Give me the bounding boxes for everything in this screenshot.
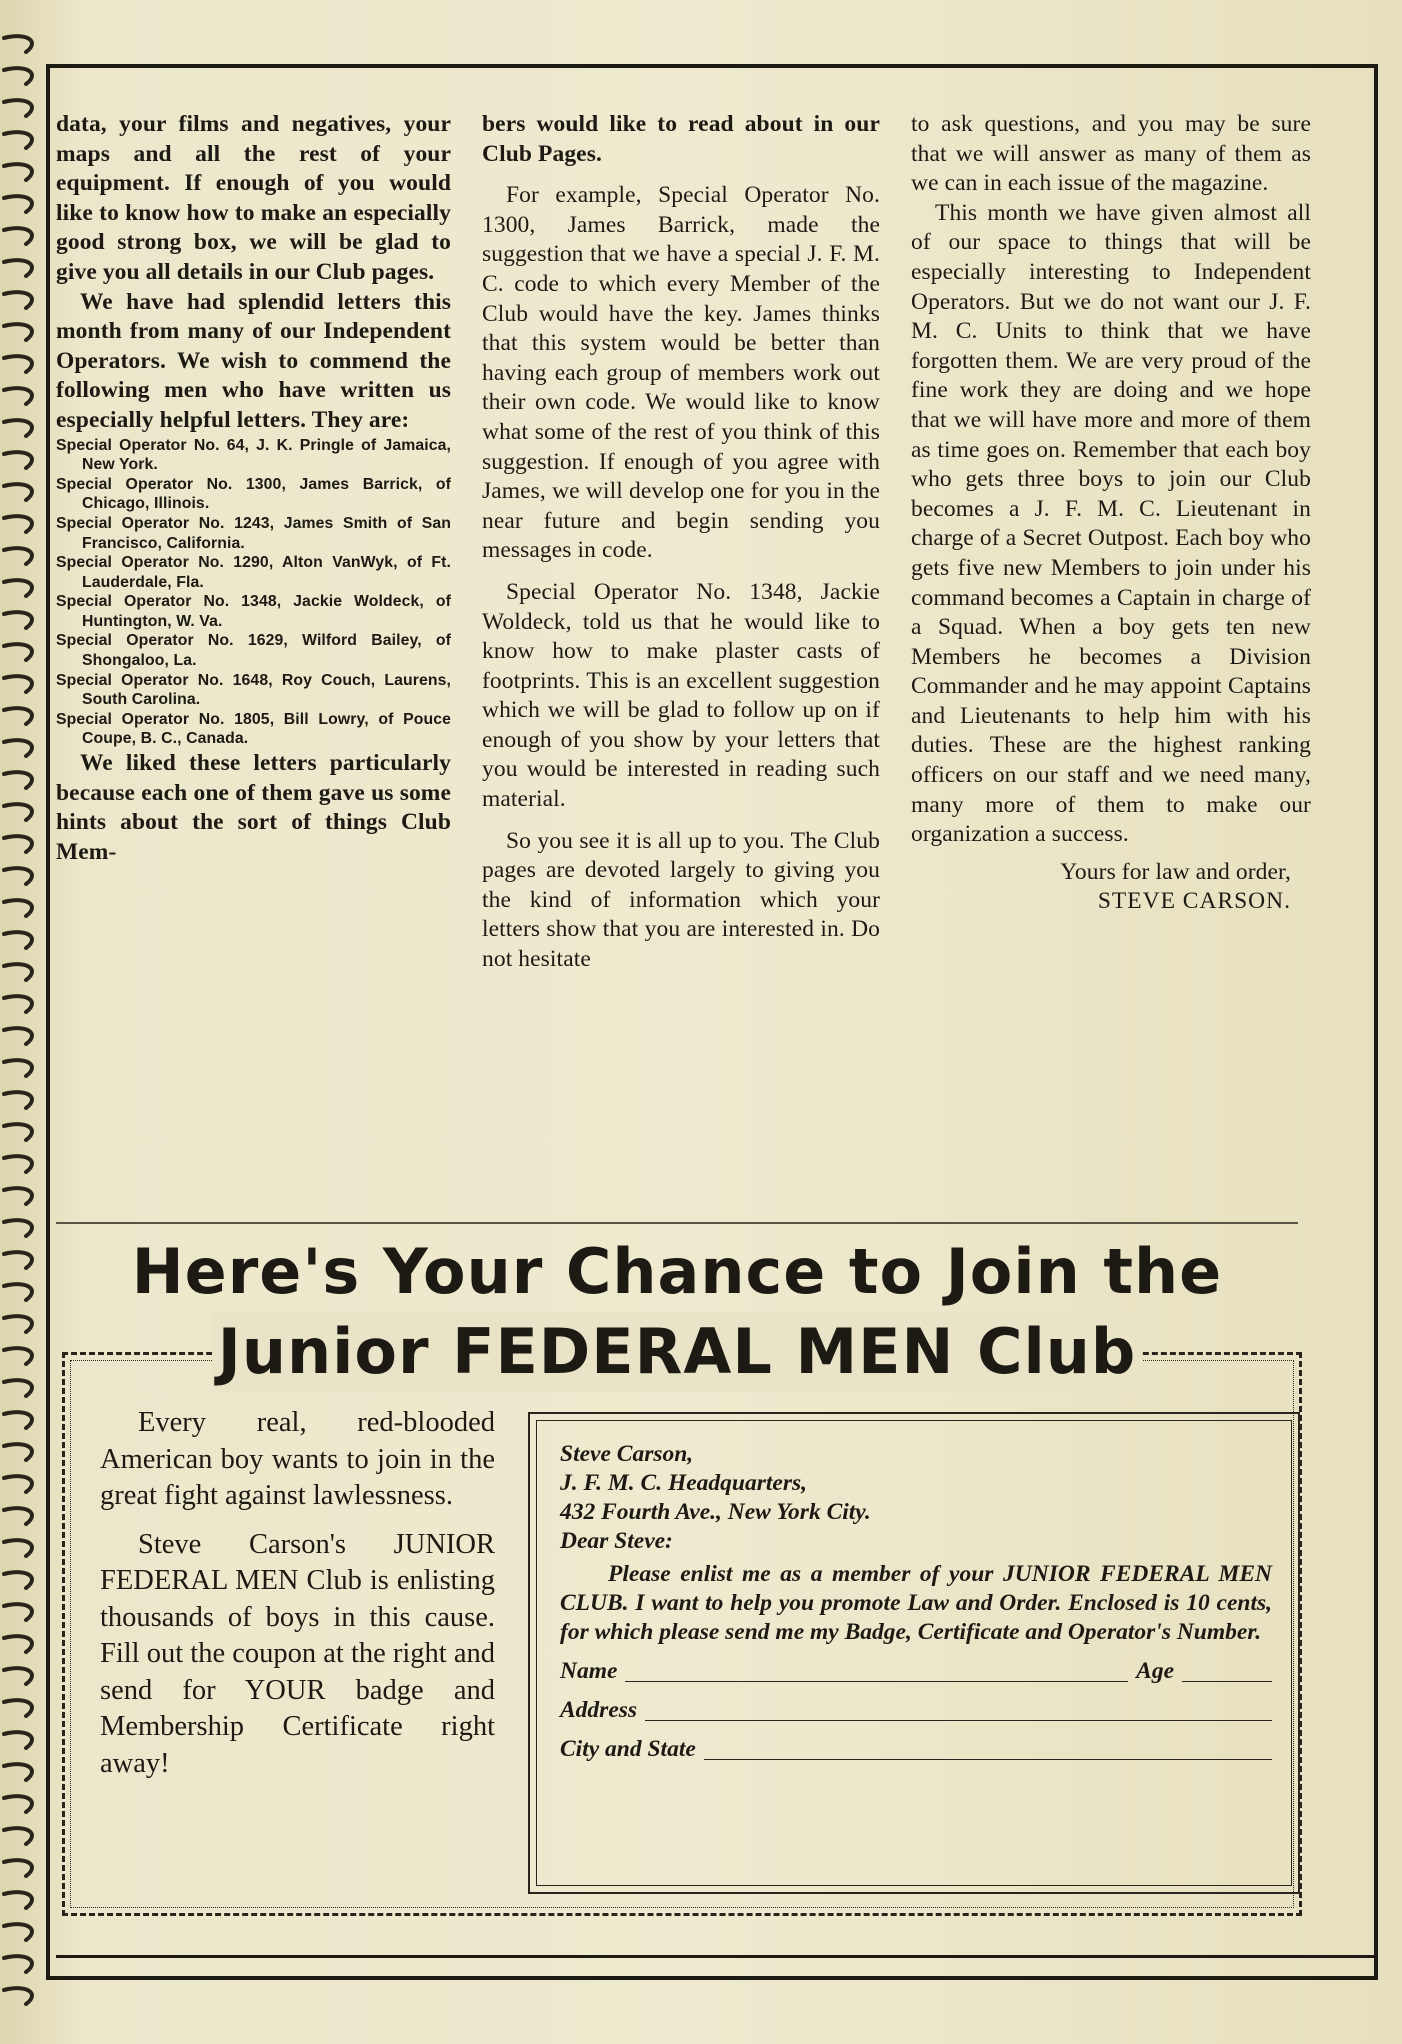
spiral-loop [4, 644, 32, 660]
city-input-line[interactable] [704, 1739, 1272, 1760]
spiral-loop [4, 836, 32, 852]
spiral-loop [4, 932, 32, 948]
coupon-address-2: J. F. M. C. Headquarters, [560, 1470, 808, 1496]
column-3-paragraph-2: This month we have given almost all of our space to things that will be especially interesting to Independent Operators. But we do not want our J. F. M. C. Units to think that we have forgotten them. We are very proud of the fine work they are doing and we hope that we will have more and more of them as time goes on. Remember that each boy who gets three boys to join our Club becomes a J. F. M. C. Lieutenant in charge of a Secret Outpost. Each boy who gets five new Members to join under his command becomes a Captain in charge of a Squad. When a boy gets ten new Members he becomes a Division Commander and he may appoint Captains and Lieutenants to help him with his duties. These are the highest ranking officers on our staff and we need many, many more of them to make our organization a success. [911, 199, 1311, 848]
operator-item: Special Operator No. 1629, Wilford Bailey, of Shongaloo, La. [56, 632, 451, 670]
column-2-paragraph-2: For example, Special Operator No. 1300, James Barrick, made the suggestion that we have a special J. F. M. C. code to which every Member of the Club would have the key. James thinks that this system would be better than having each group of members work out their own code. We would like to know what some of the rest of you think of this suggestion. If enough of you agree with James, we will develop one for you in the near future and begin sending you messages in code. [482, 182, 880, 564]
spiral-loop [4, 1988, 32, 2004]
column-1-paragraph-2: We have had splendid letters this month from many of our Independent Operators. We wish to commend the following men who have written us especially helpful letters. They are: [56, 288, 451, 433]
coupon-address-1: Steve Carson, [560, 1441, 694, 1467]
spiral-loop [4, 228, 32, 244]
spiral-loop [4, 804, 32, 820]
coupon-message: Please enlist me as a member of your JUNIOR FEDERAL MEN CLUB. I want to help you promote Law and Order. Enclosed is 10 cents, for which please send me my Badge, Certificate and Operator's Number. [560, 1561, 1272, 1645]
spiral-loop [4, 1380, 32, 1396]
letter-columns [56, 110, 1320, 1195]
spiral-loop [4, 452, 32, 468]
column-1-paragraph-1: data, your films and negatives, your maps and all the rest of your equipment. If enough of you would like to know how to make an especially good strong box, we will be glad to give you all details in our Club pages. [56, 111, 451, 285]
operator-item: Special Operator No. 1805, Bill Lowry, of Pouce Coupe, B. C., Canada. [56, 710, 451, 748]
spiral-loop [4, 900, 32, 916]
operator-list [56, 436, 451, 750]
spiral-loop [4, 772, 32, 788]
spiral-loop [4, 1412, 32, 1428]
operator-item: Special Operator No. 1648, Roy Couch, Laurens, South Carolina. [56, 671, 451, 709]
column-2-paragraph-1: bers would like to read about in our Club Pages. [482, 111, 880, 167]
city-label: City and State [560, 1736, 696, 1762]
spiral-loop [4, 1796, 32, 1812]
spiral-loop [4, 1892, 32, 1908]
spiral-loop [4, 324, 32, 340]
column-2 [482, 110, 880, 975]
ad-headline [56, 1232, 1298, 1392]
spiral-loop [4, 1252, 32, 1268]
spiral-loop [4, 1956, 32, 1972]
spiral-loop [4, 1860, 32, 1876]
spiral-loop [4, 1348, 32, 1364]
spiral-loop [4, 1508, 32, 1524]
spiral-loop [4, 1732, 32, 1748]
age-label: Age [1136, 1658, 1174, 1684]
ad-pitch [100, 1405, 495, 1782]
spiral-loop [4, 1220, 32, 1236]
spiral-loop [4, 68, 32, 84]
spiral-loop [4, 196, 32, 212]
operator-item: Special Operator No. 1243, James Smith of San Francisco, California. [56, 514, 451, 552]
column-1 [56, 110, 451, 867]
spiral-loop [4, 164, 32, 180]
operator-item: Special Operator No. 1290, Alton VanWyk, of Ft. Lauderdale, Fla. [56, 554, 451, 591]
signature: STEVE CARSON. [1097, 888, 1291, 915]
spiral-loop [4, 612, 32, 628]
spiral-loop [4, 1668, 32, 1684]
membership-coupon [560, 1440, 1272, 1764]
headline-line-1: Here's Your Chance to Join the [131, 1235, 1223, 1308]
spiral-loop [4, 1060, 32, 1076]
column-2-paragraph-4: So you see it is all up to you. The Club pages are devoted largely to giving you the kind of information which your letters show that you are interested in. Do not hesitate [482, 827, 880, 973]
spiral-loop [4, 292, 32, 308]
spiral-loop [4, 1636, 32, 1652]
column-1-paragraph-3: We liked these letters particularly because each one of them gave us some hints about the sort of things Club Mem- [56, 750, 451, 865]
spiral-loop [4, 1540, 32, 1556]
spiral-loop [4, 1476, 32, 1492]
spiral-loop [4, 1700, 32, 1716]
spiral-loop [4, 708, 32, 724]
address-input-line[interactable] [645, 1700, 1272, 1721]
column-3 [911, 110, 1311, 917]
pitch-paragraph-2: Steve Carson's JUNIOR FEDERAL MEN Club is enlisting thousands of boys in this cause. Fill out the coupon at the right and send for YOUR badge and Membership Certificate right away! [100, 1528, 495, 1779]
coupon-address-3: 432 Fourth Ave., New York City. [560, 1499, 871, 1525]
spiral-loop [4, 996, 32, 1012]
spiral-loop [4, 1188, 32, 1204]
closing-line: Yours for law and order, [1060, 858, 1291, 885]
name-label: Name [560, 1658, 618, 1684]
spiral-loop [4, 1828, 32, 1844]
spiral-loop [4, 580, 32, 596]
spiral-loop [4, 100, 32, 116]
spiral-loop [4, 36, 32, 52]
city-field-row [560, 1735, 1272, 1764]
spiral-loop [4, 868, 32, 884]
address-field-row [560, 1696, 1272, 1725]
operator-item: Special Operator No. 64, J. K. Pringle of Jamaica, New York. [56, 436, 451, 474]
column-3-paragraph-1: to ask questions, and you may be sure that we will answer as many of them as we can in each issue of the magazine. [911, 111, 1311, 197]
spiral-loop [4, 1284, 32, 1300]
spiral-loop [4, 548, 32, 564]
spiral-loop [4, 1924, 32, 1940]
spiral-loop [4, 420, 32, 436]
spiral-loop [4, 1028, 32, 1044]
spiral-loop [4, 1092, 32, 1108]
spiral-loop [4, 132, 32, 148]
spiral-loop [4, 1604, 32, 1620]
operator-item: Special Operator No. 1348, Jackie Woldeck, of Huntington, W. Va. [56, 593, 451, 630]
bottom-rule [56, 1955, 1378, 1958]
spiral-loop [4, 1156, 32, 1172]
pitch-paragraph-1: Every real, red-blooded American boy wants to join in the great fight against lawlessness. [100, 1407, 495, 1511]
name-input-line[interactable] [625, 1661, 1128, 1682]
spiral-loop [4, 1316, 32, 1332]
headline-line-2: Junior FEDERAL MEN Club [212, 1312, 1143, 1392]
spiral-loop [4, 260, 32, 276]
spiral-loop [4, 1124, 32, 1140]
age-input-line[interactable] [1182, 1661, 1272, 1682]
spiral-loop [4, 1572, 32, 1588]
spiral-loop [4, 964, 32, 980]
spiral-loop [4, 740, 32, 756]
spiral-loop [4, 484, 32, 500]
spiral-loop [4, 388, 32, 404]
name-field-row [560, 1657, 1272, 1686]
operator-item: Special Operator No. 1300, James Barrick, of Chicago, Illinois. [56, 475, 451, 513]
spiral-loop [4, 1764, 32, 1780]
spiral-loop [4, 516, 32, 532]
coupon-salutation: Dear Steve: [560, 1528, 673, 1554]
spiral-loop [4, 356, 32, 372]
address-label: Address [560, 1697, 638, 1723]
section-divider [56, 1222, 1298, 1224]
column-2-paragraph-3: Special Operator No. 1348, Jackie Woldeck, told us that he would like to know how to make plaster casts of footprints. This is an excellent suggestion which we will be glad to follow up on if enough of you show by your letters that you would be interested in reading such material. [482, 578, 880, 813]
spiral-loop [4, 1444, 32, 1460]
spiral-loop [4, 676, 32, 692]
